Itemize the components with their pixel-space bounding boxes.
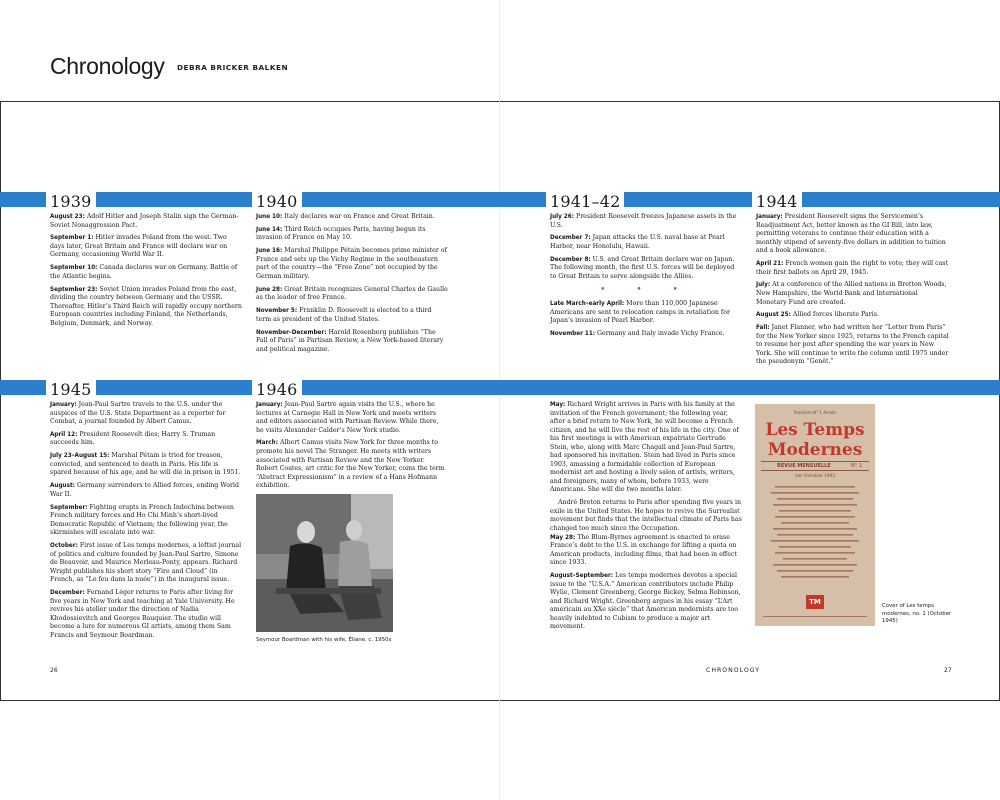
chronology-entry	[256, 286, 448, 303]
entry-text: French women gain the right to vote; they will cast their first ballots on April 29, 1945.	[756, 260, 949, 276]
chronology-entry	[50, 401, 242, 427]
chronology-entry	[550, 534, 742, 568]
chronology-entry	[550, 300, 742, 326]
les-temps-modernes-cover	[755, 404, 875, 626]
year-1945: 1945	[46, 380, 96, 395]
entry-text: Marshal Philippe Pétain becomes prime minister of France and sets up the Vichy Regime in the southeastern part of the country—the “Free Zone” not occupied by the German military.	[256, 247, 447, 280]
photo-seymour-boardman	[256, 494, 393, 632]
entry-text: Fighting erupts in French Indochina between French military forces and Ho Chi Minh’s short-lived Democratic Republic of Vietnam; the following year, the skirmishes will escalate into war.	[50, 503, 234, 537]
year-1944: 1944	[752, 192, 802, 207]
chronology-entry	[550, 234, 742, 251]
entry-date: November 5:	[256, 308, 298, 315]
entry-text: The Blum-Byrnes agreement is enacted to erase France’s debt to the U.S. in exchange for lifting a quota on American products, including films, that had been in effect since 1933.	[550, 533, 737, 567]
entry-text: Canada declares war on Germany. Battle of the Atlantic begins.	[50, 264, 238, 280]
chronology-entry	[256, 401, 448, 435]
entry-date: March:	[256, 440, 278, 447]
entry-text: Les temps modernes devotes a special issue to the “U.S.A.” American contributors include Philip Wylie, Clement Greenberg, George Bickey, Selma Robinson, and Richard Wright. Greenberg argues in his essay “L’Art américain au XXe siècle” that American modernists are too heavily indebted to Cubism to produce a major art movement.	[550, 571, 741, 631]
cover-top-line: Première N° 1 Année	[794, 410, 836, 415]
photo-caption: Seymour Boardman with his wife, Éliane, c. 1950s	[256, 637, 392, 643]
chronology-entry	[756, 324, 950, 367]
entry-date: January:	[756, 214, 783, 220]
cover-contents-lines	[755, 482, 875, 592]
entry-text: Richard Wright arrives in Paris with his family at the invitation of the French government; the following year, after a brief return to New York, he will become a French citizen, and he will live the rest of his life in the city. One of his first meetings is with American expatriate Gertrude Stein, who, along with Marc Chagall and Jean-Paul Sartre, had sponsored his invitation. Stein had lived in Paris since 1903, amassing a formidable collection of European modernist art and hosting a lively salon of artists, writers, and foreigners, many of whom, before 1933, were Americans. She will die two months later.	[550, 401, 739, 494]
entry-date: June 28:	[256, 286, 283, 293]
entry-text: Allied forces liberate Paris.	[790, 311, 879, 319]
entry-date: April 21:	[756, 261, 784, 268]
chronology-entry	[50, 431, 242, 448]
year-1939: 1939	[46, 192, 96, 207]
chronology-entry	[256, 307, 448, 324]
chronology-entry	[50, 264, 242, 281]
entry-text: Albert Camus visits New York for three months to promote his novel The Stranger. He meets with writers associated with Partisan Review and the New Yorker. Robert Coates, art critic for the New Yorker, coins the term “Abstract Expressionism” in a review of a Hans Hofmann exhibition.	[256, 439, 445, 490]
entries-1942	[550, 300, 742, 338]
chronology-entry	[50, 452, 242, 478]
entry-date: June 16:	[256, 248, 283, 255]
chronology-entry	[50, 286, 242, 329]
cover-footer-line	[763, 616, 867, 617]
chronology-entry	[256, 247, 448, 281]
entry-date: August 23:	[50, 214, 85, 220]
entry-text: Franklin D. Roosevelt is elected to a third term as president of the United States.	[256, 307, 432, 323]
entry-date: June 14:	[256, 226, 283, 233]
entry-date: Late March–early April:	[550, 301, 625, 308]
entry-text: President Roosevelt signs the Servicemen’s Readjustment Act, better known as the GI Bill, into law, permitting veterans to continue their education with a monthly stipend of seventy-five dollars in addition to tuition and a book allowance.	[756, 213, 946, 255]
chronology-entry	[256, 213, 448, 222]
chronology-entry	[256, 439, 448, 490]
entry-date: September 10:	[50, 265, 98, 272]
chronology-entry	[550, 499, 742, 533]
entry-text: Soviet Union invades Poland from the east, dividing the country between Germany and the USSR. Thereafter, Hitler’s Third Reich will rapidly occupy northern European countries including Finland, the Netherlands, Belgium, Denmark, and Norway.	[50, 285, 242, 327]
entry-text: Japan attacks the U.S. naval base at Pearl Harbor, near Honolulu, Hawaii.	[550, 234, 725, 250]
entry-date: November 11:	[550, 331, 596, 338]
year-1941-42: 1941–42	[546, 192, 624, 207]
entry-text: First issue of Les temps modernes, a leftist journal of politics and culture founded by Jean-Paul Sartre, Simone de Beauvoir, and Maurice Merleau-Ponty, appears. Richard Wright publishes his short story “Fire and Cloud” (in French, as “Le feu dans la nuée”) in the inaugural issue.	[50, 542, 242, 584]
cover-caption-text: Cover of Les temps modernes, no. 1 (October 1945)	[882, 603, 952, 625]
entry-text: President Roosevelt freezes Japanese assets in the U.S.	[550, 213, 737, 229]
entry-text: Great Britain recognizes General Charles de Gaulle as the leader of free France.	[256, 285, 448, 302]
entry-text: U.S. and Great Britain declare war on Japan. The following month, the first U.S. forces will be deployed to Great Britain to serve alongside the Allies.	[550, 255, 735, 280]
chronology-entry	[550, 572, 742, 632]
chronology-entry	[50, 542, 242, 585]
entry-text: At a conference of the Allied nations in Bretton Woods, New Hampshire, the World Bank and International Monetary Fund are created.	[756, 281, 947, 306]
chronology-entry	[756, 213, 950, 256]
chronology-entry	[256, 329, 448, 355]
running-head: CHRONOLOGY	[706, 667, 761, 674]
entry-date: January:	[256, 402, 283, 408]
entry-text: Germany surrenders to Allied forces, ending World War II.	[50, 482, 240, 498]
entries-1941-42	[550, 213, 742, 343]
year-1946: 1946	[252, 380, 302, 395]
entry-date: December 8:	[550, 256, 591, 263]
chronology-entry	[50, 234, 242, 260]
chronology-entry	[756, 281, 950, 307]
entry-text: Germany and Italy invade Vichy France.	[595, 330, 725, 338]
chronology-entry	[256, 226, 448, 243]
chronology-entry	[50, 213, 242, 230]
entry-text: More than 110,000 Japanese Americans are sent to relocation camps in retaliation for Japan’s invasion of Pearl Harbor.	[550, 300, 730, 325]
entry-text: Third Reich occupies Paris, having begun its invasion of France on May 10.	[256, 225, 426, 242]
cover-rule	[761, 461, 869, 462]
entry-date: September:	[50, 504, 88, 511]
chronology-entry	[550, 401, 742, 495]
entry-text: Fernand Léger returns to Paris after living for five years in New York and teaching at Yale University. He revives his atelier under the direction of Nadia Khodossievitch and Georges Bauquier. The studio will become a lure for numerous GI artists, among them Sam Francis and Seymour Boardman.	[50, 589, 235, 639]
entries-1941	[550, 213, 742, 281]
entry-date: November–December:	[256, 329, 327, 336]
entry-date: January:	[50, 402, 77, 408]
page-number-right: 27	[944, 667, 952, 674]
entry-text: Adolf Hitler and Joseph Stalin sign the German-Soviet Nonaggression Pact.	[50, 213, 239, 229]
entries-1939	[50, 213, 242, 333]
entry-date: May:	[550, 402, 566, 408]
cover-subtitle: REVUE MENSUELLE	[777, 463, 831, 469]
chronology-entry	[756, 311, 950, 320]
cover-rule-2	[761, 470, 869, 471]
entries-1940	[256, 213, 448, 358]
entry-text: Hitler invades Poland from the west. Two days later, Great Britain and France will declare war on Germany, occasioning World War II.	[50, 234, 228, 259]
cover-issue: N° 1	[851, 463, 863, 469]
entry-text: Janet Flanner, who had written her “Letter from Paris” for the New Yorker since 1925, returns to the French capital to resume her post after spending the war years in New York. She will continue to write the column until 1975 under the pseudonym “Genêt.”	[756, 324, 949, 366]
chronology-entry	[550, 330, 742, 339]
entry-date: April 12:	[50, 431, 78, 438]
author-byline: DEBRA BRICKER BALKEN	[177, 63, 289, 72]
chronology-entry	[50, 589, 242, 640]
entry-date: July 23–August 15:	[50, 453, 110, 460]
entry-date: August–September:	[550, 572, 614, 579]
entry-date: May 28:	[550, 534, 576, 541]
chronology-entry	[550, 213, 742, 230]
entry-date: July:	[756, 282, 771, 289]
chronology-entry	[50, 504, 242, 538]
entry-date: August 25:	[756, 312, 791, 319]
section-separator: • • •	[600, 284, 692, 295]
entry-date: July 26:	[550, 214, 574, 220]
gutter	[499, 0, 500, 800]
entry-date: October:	[50, 543, 78, 550]
entries-1945	[50, 401, 242, 645]
entry-text: Jean-Paul Sartre again visits the U.S., where he lectures at Carnegie Hall in New York and meets writers and editors associated with Partisan Review. While there, he visits Alexander Calder’s New York studio.	[256, 401, 439, 434]
entry-text: Marshal Pétain is tried for treason, convicted, and sentenced to death in Paris. His life is spared because of his age, and he will die in prison in 1951.	[50, 452, 241, 477]
cover-date: 1er Octobre 1945	[794, 474, 836, 479]
entry-text: President Roosevelt dies; Harry S. Truman succeeds him.	[50, 430, 216, 447]
year-band-1	[0, 192, 1000, 207]
entry-date: June 10:	[256, 214, 283, 220]
entry-date: Fall:	[756, 325, 770, 332]
year-1940: 1940	[252, 192, 302, 207]
entry-text: Italy declares war on France and Great Britain.	[282, 213, 435, 220]
year-band-2	[0, 380, 1000, 395]
cover-caption	[882, 603, 952, 626]
chronology-entry	[550, 256, 742, 282]
cover-title: Les Temps Modernes	[765, 420, 865, 460]
entries-1946	[256, 401, 448, 495]
entry-date: December:	[50, 590, 85, 597]
entries-1944	[756, 213, 950, 371]
photo-illustration	[256, 494, 393, 632]
cover-publisher-logo: TM	[806, 595, 824, 609]
page-number-left: 26	[50, 667, 58, 674]
entry-text: Jean-Paul Sartre travels to the U.S. under the auspices of the U.S. State Department as a reporter for Combat, a journal founded by Albert Camus.	[50, 401, 226, 426]
entry-date: September 23:	[50, 286, 98, 293]
entry-date: September 1:	[50, 235, 94, 242]
page-title: Chronology	[50, 53, 165, 79]
chronology-entry	[756, 260, 950, 277]
entries-1946-continued	[550, 401, 742, 636]
chronology-entry	[50, 482, 242, 499]
entry-text: André Breton returns to Paris after spending five years in exile in the United States. He hopes to revive the Surrealist movement but finds that the intellectual climate of Paris has changed too much since the Occupation.	[550, 499, 742, 532]
entry-text: Harold Rosenberg publishes “The Fall of Paris” in Partisan Review, a New York-based literary and political magazine.	[256, 328, 444, 353]
entry-date: August:	[50, 483, 75, 490]
entry-date: December 7:	[550, 235, 591, 242]
